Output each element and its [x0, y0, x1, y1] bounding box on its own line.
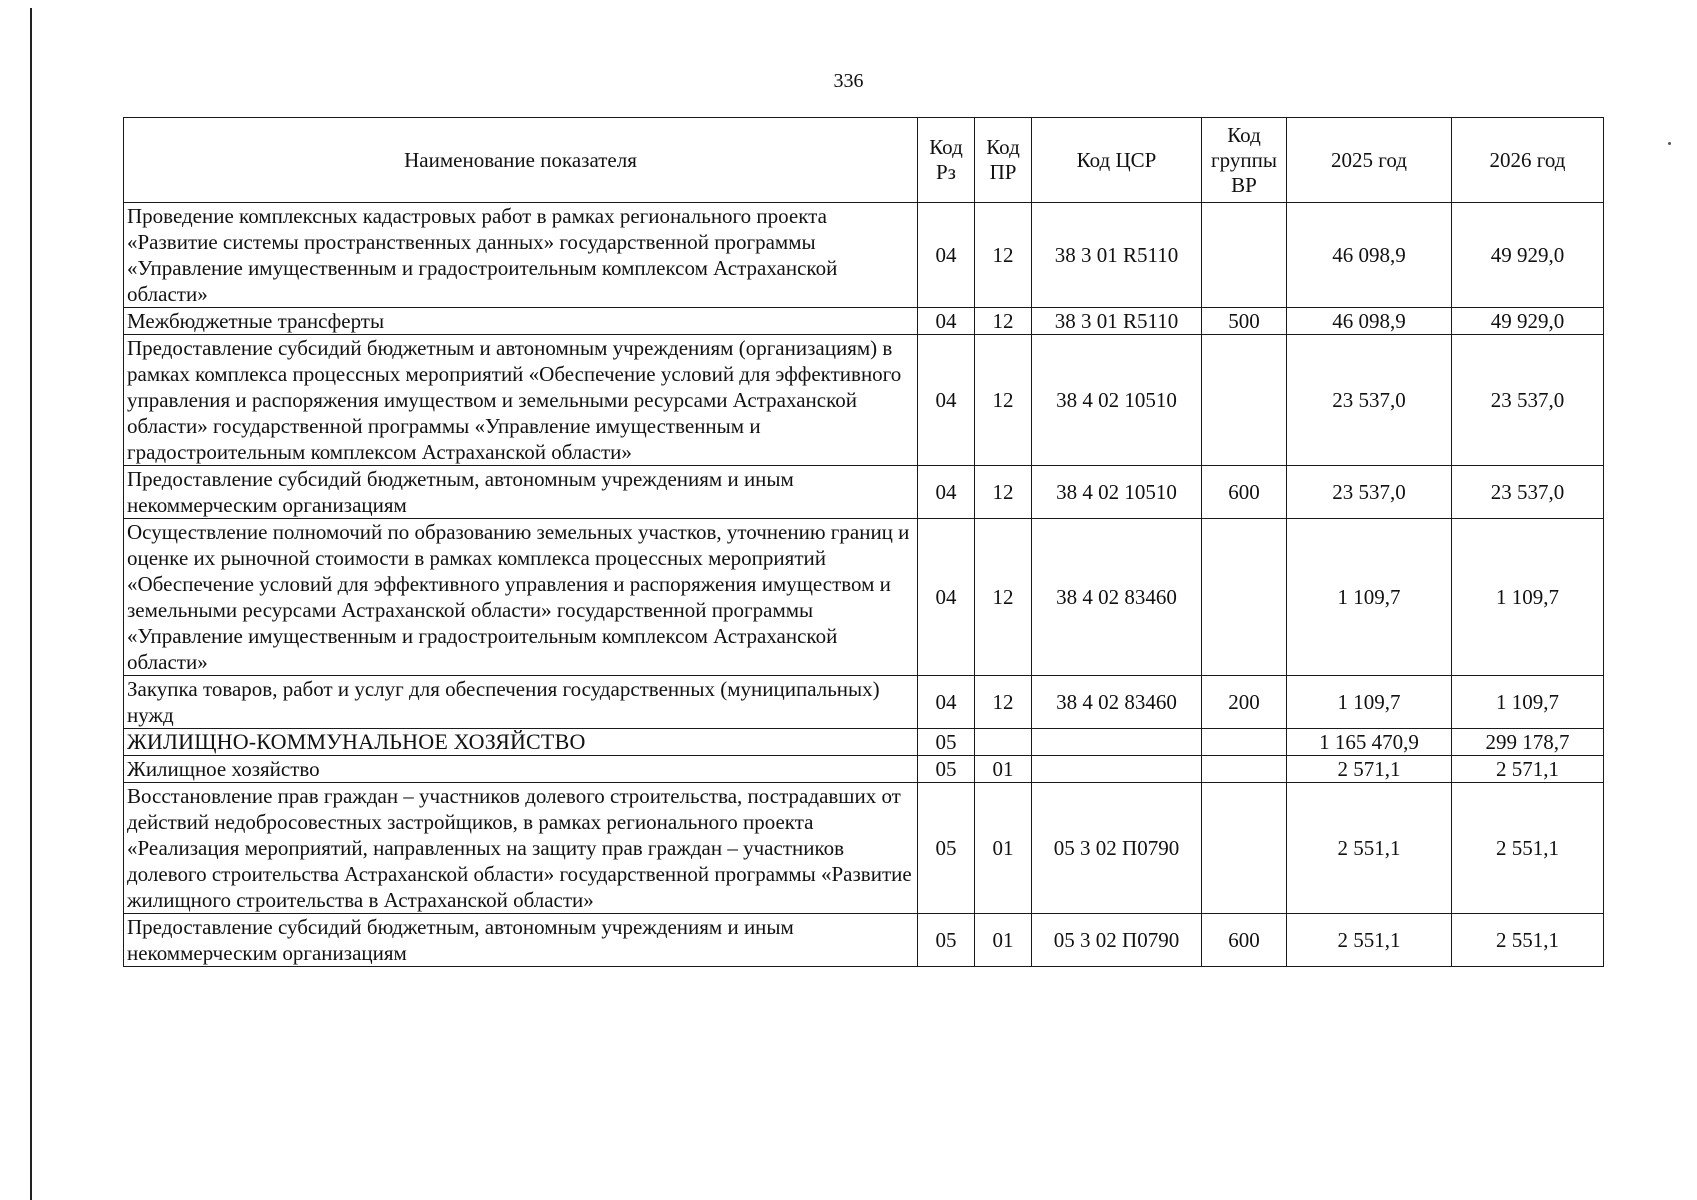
cell-rz: 04: [918, 466, 975, 519]
cell-rz: 04: [918, 203, 975, 308]
cell-vr: 600: [1202, 914, 1287, 967]
cell-name: Проведение комплексных кадастровых работ в рамках регионального проекта «Развитие системы пространственных данных» государственной программы «Управление имущественным и градостроительным комплексом Астраханской области»: [124, 203, 918, 308]
table-row: [124, 519, 1604, 676]
cell-pr: 12: [975, 466, 1032, 519]
cell-pr: 01: [975, 783, 1032, 914]
cell-2025: 1 109,7: [1287, 519, 1452, 676]
table-row: [124, 729, 1604, 756]
cell-csr: 38 3 01 R5110: [1032, 308, 1202, 335]
cell-2025: 1 109,7: [1287, 676, 1452, 729]
header-csr: Код ЦСР: [1032, 118, 1202, 203]
table-row: [124, 914, 1604, 967]
cell-name: Жилищное хозяйство: [124, 756, 918, 783]
header-name: Наименование показателя: [124, 118, 918, 203]
cell-2026: 23 537,0: [1452, 335, 1604, 466]
cell-2026: 2 551,1: [1452, 914, 1604, 967]
cell-vr: 500: [1202, 308, 1287, 335]
cell-pr: 12: [975, 203, 1032, 308]
cell-2025: 46 098,9: [1287, 203, 1452, 308]
cell-name: Предоставление субсидий бюджетным, автономным учреждениям и иным некоммерческим организациям: [124, 914, 918, 967]
table-row: [124, 203, 1604, 308]
scan-speck: [1668, 142, 1671, 145]
cell-name: Предоставление субсидий бюджетным, автономным учреждениям и иным некоммерческим организациям: [124, 466, 918, 519]
table-row: [124, 783, 1604, 914]
cell-rz: 04: [918, 335, 975, 466]
cell-name: ЖИЛИЩНО-КОММУНАЛЬНОЕ ХОЗЯЙСТВО: [124, 729, 918, 756]
cell-csr: [1032, 729, 1202, 756]
cell-2026: 1 109,7: [1452, 519, 1604, 676]
cell-vr: 600: [1202, 466, 1287, 519]
table-header-row: [124, 118, 1604, 203]
cell-2025: 46 098,9: [1287, 308, 1452, 335]
cell-2026: 299 178,7: [1452, 729, 1604, 756]
cell-pr: 12: [975, 308, 1032, 335]
cell-rz: 04: [918, 519, 975, 676]
cell-2025: 23 537,0: [1287, 466, 1452, 519]
cell-rz: 04: [918, 308, 975, 335]
table-row: [124, 335, 1604, 466]
header-2026: 2026 год: [1452, 118, 1604, 203]
cell-csr: 38 4 02 10510: [1032, 335, 1202, 466]
cell-2025: 1 165 470,9: [1287, 729, 1452, 756]
cell-2026: 2 571,1: [1452, 756, 1604, 783]
cell-pr: [975, 729, 1032, 756]
cell-2025: 2 551,1: [1287, 914, 1452, 967]
cell-csr: 38 3 01 R5110: [1032, 203, 1202, 308]
cell-2026: 23 537,0: [1452, 466, 1604, 519]
table-row: [124, 756, 1604, 783]
header-vr: Код группы ВР: [1202, 118, 1287, 203]
cell-2026: 49 929,0: [1452, 308, 1604, 335]
header-2025: 2025 год: [1287, 118, 1452, 203]
table-row: [124, 308, 1604, 335]
cell-csr: 38 4 02 10510: [1032, 466, 1202, 519]
table-row: [124, 466, 1604, 519]
cell-pr: 01: [975, 914, 1032, 967]
cell-rz: 05: [918, 756, 975, 783]
cell-rz: 05: [918, 729, 975, 756]
cell-vr: [1202, 756, 1287, 783]
header-rz: Код Рз: [918, 118, 975, 203]
cell-name: Предоставление субсидий бюджетным и автономным учреждениям (организациям) в рамках комплекса процессных мероприятий «Обеспечение условий для эффективного управления и распоряжения имуществом и земельными ресурсами Астраханской области» государственной программы «Управление имущественным и градостроительным комплексом Астраханской области»: [124, 335, 918, 466]
cell-csr: 38 4 02 83460: [1032, 519, 1202, 676]
cell-2026: 49 929,0: [1452, 203, 1604, 308]
cell-2026: 1 109,7: [1452, 676, 1604, 729]
cell-2025: 2 551,1: [1287, 783, 1452, 914]
cell-csr: 05 3 02 П0790: [1032, 783, 1202, 914]
cell-name: Закупка товаров, работ и услуг для обеспечения государственных (муниципальных) нужд: [124, 676, 918, 729]
cell-pr: 12: [975, 519, 1032, 676]
scan-edge-line: [30, 8, 32, 1200]
cell-name: Восстановление прав граждан – участников долевого строительства, пострадавших от действий недобросовестных застройщиков, в рамках регионального проекта «Реализация мероприятий, направленных на защиту прав граждан – участников долевого строительства Астраханской области» государственной программы «Развитие жилищного строительства в Астраханской области»: [124, 783, 918, 914]
cell-vr: [1202, 519, 1287, 676]
cell-pr: 12: [975, 676, 1032, 729]
cell-pr: 01: [975, 756, 1032, 783]
cell-csr: 05 3 02 П0790: [1032, 914, 1202, 967]
cell-rz: 05: [918, 783, 975, 914]
cell-rz: 05: [918, 914, 975, 967]
cell-vr: [1202, 783, 1287, 914]
cell-2025: 2 571,1: [1287, 756, 1452, 783]
cell-csr: 38 4 02 83460: [1032, 676, 1202, 729]
table-body: [124, 203, 1604, 967]
cell-name: Осуществление полномочий по образованию земельных участков, уточнению границ и оценке их рыночной стоимости в рамках комплекса процессных мероприятий «Обеспечение условий для эффективного управления и распоряжения имуществом и земельными ресурсами Астраханской области» государственной программы «Управление имущественным и градостроительным комплексом Астраханской области»: [124, 519, 918, 676]
page-number: 336: [833, 70, 864, 92]
cell-vr: [1202, 203, 1287, 308]
cell-name: Межбюджетные трансферты: [124, 308, 918, 335]
table-row: [124, 676, 1604, 729]
cell-2025: 23 537,0: [1287, 335, 1452, 466]
cell-rz: 04: [918, 676, 975, 729]
cell-vr: 200: [1202, 676, 1287, 729]
cell-pr: 12: [975, 335, 1032, 466]
cell-2026: 2 551,1: [1452, 783, 1604, 914]
cell-csr: [1032, 756, 1202, 783]
header-pr: Код ПР: [975, 118, 1032, 203]
cell-vr: [1202, 729, 1287, 756]
cell-vr: [1202, 335, 1287, 466]
budget-table: [123, 117, 1604, 967]
